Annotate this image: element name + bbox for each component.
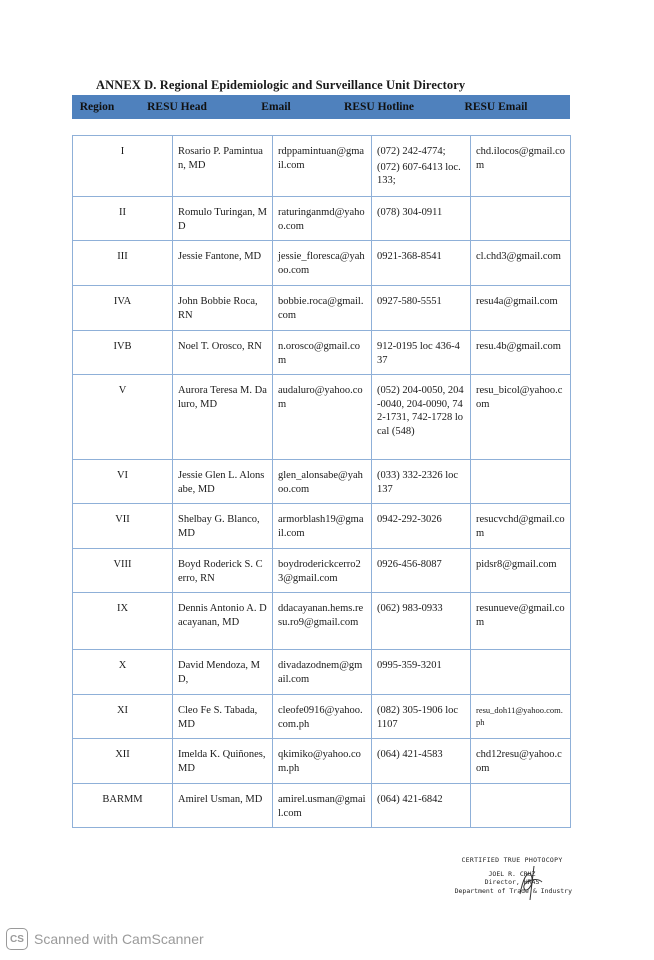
resu-email-cell: resu4a@gmail.com xyxy=(471,286,571,331)
email-cell: boydroderickcerro23@gmail.com xyxy=(273,549,372,593)
resu-head-cell: Noel T. Orosco, RN xyxy=(173,331,273,375)
email-cell: rdppamintuan@gmail.com xyxy=(273,136,372,197)
region-cell: I xyxy=(73,136,173,197)
table-row xyxy=(73,504,571,549)
hotline-cell xyxy=(372,593,471,650)
resu-head-cell: Aurora Teresa M. Daluro, MD xyxy=(173,375,273,460)
hotline-cell xyxy=(372,241,471,286)
hotline-line: (052) 204-0050, 204-0040, 204-0090, 742-1731, 742-1728 local (548) xyxy=(377,385,464,437)
hotline-line: (064) 421-4583 xyxy=(377,749,443,760)
table-row xyxy=(73,739,571,784)
certifier-position: Director, HRAS xyxy=(484,878,540,886)
resu-head-cell: Imelda K. Quiñones, MD xyxy=(173,739,273,784)
email-cell: glen_alonsabe@yahoo.com xyxy=(273,460,372,504)
email-cell: bobbie.roca@gmail.com xyxy=(273,286,372,331)
resu-head-cell: John Bobbie Roca, RN xyxy=(173,286,273,331)
hotline-cell xyxy=(372,136,471,197)
signature-icon xyxy=(512,864,552,902)
hotline-cell xyxy=(372,331,471,375)
hotline-line: (062) 983-0933 xyxy=(377,603,443,614)
hotline-cell xyxy=(372,549,471,593)
hotline-cell xyxy=(372,197,471,241)
camscanner-text: Scanned with CamScanner xyxy=(34,931,204,947)
region-cell: XI xyxy=(73,695,173,739)
resu-email-cell: resucvchd@gmail.com xyxy=(471,504,571,549)
table-row xyxy=(73,549,571,593)
resu-email-cell: resunueve@gmail.com xyxy=(471,593,571,650)
hotline-line: (082) 305-1906 loc 1107 xyxy=(377,705,459,730)
resu-head-cell: Rosario P. Pamintuan, MD xyxy=(173,136,273,197)
email-cell: divadazodnem@gmail.com xyxy=(273,650,372,695)
resu-head-cell: Cleo Fe S. Tabada, MD xyxy=(173,695,273,739)
hotline-line: 0942-292-3026 xyxy=(377,514,442,525)
hotline-cell xyxy=(372,695,471,739)
table-row xyxy=(73,784,571,828)
certifier-department: Department of Trade & Industry xyxy=(454,886,572,895)
resu-head-cell: Shelbay G. Blanco, MD xyxy=(173,504,273,549)
column-header-hotline: RESU Hotline xyxy=(344,101,414,113)
resu-head-cell: Jessie Glen L. Alonsabe, MD xyxy=(173,460,273,504)
hotline-cell xyxy=(372,784,471,828)
region-cell: VII xyxy=(73,504,173,549)
hotline-cell xyxy=(372,460,471,504)
hotline-cell xyxy=(372,375,471,460)
resu-email-cell: cl.chd3@gmail.com xyxy=(471,241,571,286)
table-row xyxy=(73,241,571,286)
resu-email-cell: chd12resu@yahoo.com xyxy=(471,739,571,784)
region-cell: VIII xyxy=(73,549,173,593)
region-cell: IVB xyxy=(73,331,173,375)
hotline-cell xyxy=(372,739,471,784)
email-cell: armorblash19@gmail.com xyxy=(273,504,372,549)
resu-email-cell: chd.ilocos@gmail.com xyxy=(471,136,571,197)
hotline-line: 0927-580-5551 xyxy=(377,296,442,307)
hotline-line: (072) 242-4774; xyxy=(377,146,446,157)
table-row xyxy=(73,375,571,460)
resu-email-cell xyxy=(471,197,571,241)
table-row xyxy=(73,197,571,241)
email-cell: n.orosco@gmail.com xyxy=(273,331,372,375)
hotline-line: (033) 332-2326 loc 137 xyxy=(377,470,459,495)
region-cell: BARMM xyxy=(73,784,173,828)
table-header xyxy=(72,95,570,119)
hotline-line: 0921-368-8541 xyxy=(377,251,442,262)
resu-email-cell: resu_doh11@yahoo.com.ph xyxy=(471,695,571,739)
resu-head-cell: Boyd Roderick S. Cerro, RN xyxy=(173,549,273,593)
table-row xyxy=(73,331,571,375)
resu-head-cell: David Mendoza, MD, xyxy=(173,650,273,695)
hotline-line: 912-0195 loc 436-437 xyxy=(377,341,460,366)
resu-email-cell: resu_bicol@yahoo.com xyxy=(471,375,571,460)
directory-table xyxy=(72,135,571,828)
hotline-cell xyxy=(372,650,471,695)
hotline-cell xyxy=(372,286,471,331)
hotline-line: (064) 421-6842 xyxy=(377,794,443,805)
region-cell: VI xyxy=(73,460,173,504)
hotline-cell xyxy=(372,504,471,549)
column-header-email: Email xyxy=(261,101,291,113)
region-cell: III xyxy=(73,241,173,286)
camscanner-logo-icon: CS xyxy=(6,928,28,950)
email-cell: audaluro@yahoo.com xyxy=(273,375,372,460)
hotline-line: 0926-456-8087 xyxy=(377,559,442,570)
resu-email-cell xyxy=(471,460,571,504)
certification-title: CERTIFIED TRUE PHOTOCOPY xyxy=(461,856,563,864)
email-cell: cleofe0916@yahoo.com.ph xyxy=(273,695,372,739)
table-row xyxy=(73,650,571,695)
email-cell: ddacayanan.hems.resu.ro9@gmail.com xyxy=(273,593,372,650)
region-cell: II xyxy=(73,197,173,241)
resu-head-cell: Jessie Fantone, MD xyxy=(173,241,273,286)
resu-email-cell: resu.4b@gmail.com xyxy=(471,331,571,375)
email-cell: qkimiko@yahoo.com.ph xyxy=(273,739,372,784)
table-row xyxy=(73,286,571,331)
resu-email-cell xyxy=(471,650,571,695)
certifier-name: JOEL R. CRUZ xyxy=(488,869,536,878)
hotline-line: 0995-359-3201 xyxy=(377,660,442,671)
resu-head-cell: Dennis Antonio A. Dacayanan, MD xyxy=(173,593,273,650)
table-row xyxy=(73,460,571,504)
page-title: ANNEX D. Regional Epidemiologic and Surveillance Unit Directory xyxy=(96,78,466,92)
email-cell: jessie_floresca@yahoo.com xyxy=(273,241,372,286)
hotline-line: (072) 607-6413 loc. 133; xyxy=(377,161,461,186)
resu-head-cell: Amirel Usman, MD xyxy=(173,784,273,828)
email-cell: raturinganmd@yahoo.com xyxy=(273,197,372,241)
hotline-line: (078) 304-0911 xyxy=(377,207,443,218)
column-header-region: Region xyxy=(79,101,115,113)
column-header-resu-email: RESU Email xyxy=(464,101,528,113)
table-row xyxy=(73,593,571,650)
table-row xyxy=(73,136,571,197)
region-cell: X xyxy=(73,650,173,695)
resu-email-cell: pidsr8@gmail.com xyxy=(471,549,571,593)
resu-email-cell xyxy=(471,784,571,828)
camscanner-watermark xyxy=(6,928,204,950)
table-row xyxy=(73,695,571,739)
region-cell: V xyxy=(73,375,173,460)
region-cell: IVA xyxy=(73,286,173,331)
resu-head-cell: Romulo Turingan, MD xyxy=(173,197,273,241)
column-header-resu-head: RESU Head xyxy=(147,101,207,113)
email-cell: amirel.usman@gmail.com xyxy=(273,784,372,828)
region-cell: XII xyxy=(73,739,173,784)
region-cell: IX xyxy=(73,593,173,650)
